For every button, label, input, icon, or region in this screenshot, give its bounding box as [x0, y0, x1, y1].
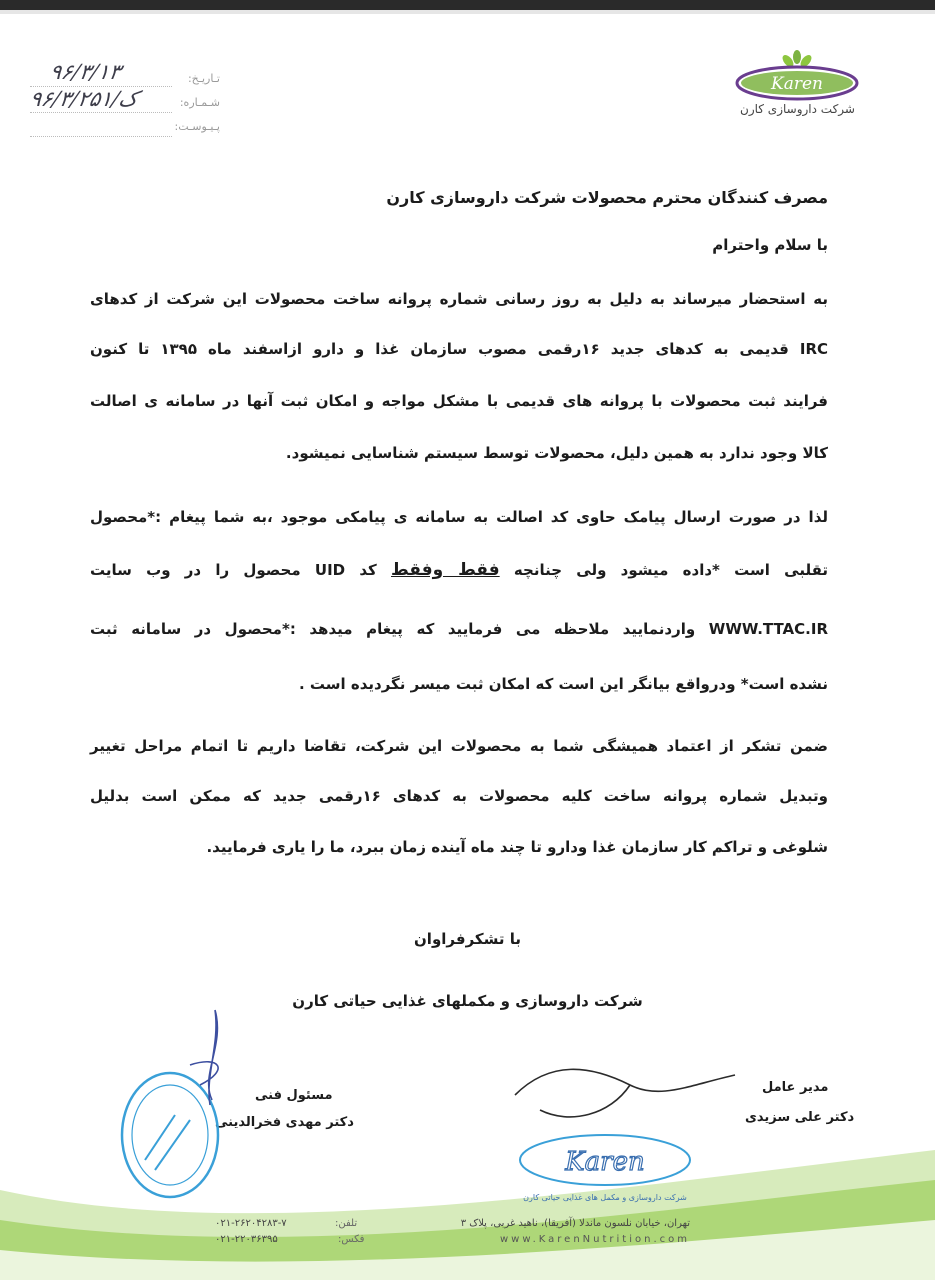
paragraph-1-line-2: IRC قدیمی به کدهای جدید ۱۶رقمی مصوب سازمان غذا و دارو ازاسفند ماه ۱۳۹۵ تا کنون	[90, 340, 828, 358]
ceo-title: مدیر عامل	[762, 1080, 829, 1095]
signoff-line: شرکت داروسازی و مکملهای غذایی حیاتی کارن	[292, 992, 643, 1010]
footer-emblem	[505, 1110, 705, 1210]
date-value: ۹۶/۳/۱۳	[47, 60, 123, 84]
scan-top-shadow	[0, 10, 935, 14]
paragraph-2-line-1: لذا در صورت ارسال پیامک حاوی کد اصالت به سامانه ی پیامکی موجود ،به شما پیغام :*محصول	[90, 508, 828, 526]
fax-label: فکس:	[338, 1234, 365, 1245]
paragraph-2-line-4: نشده است* ودرواقع بیانگر این است که امکان ثبت میسر نگردیده است .	[298, 675, 828, 693]
paragraph-3-line-3: شلوغی و تراکم کار سازمان غذا ودارو تا چند ماه آینده زمان ببرد، ما را یاری فرمایید.	[206, 838, 828, 856]
recipient-line: مصرف کنندگان محترم محصولات شرکت داروسازی کارن	[386, 188, 828, 207]
paragraph-1-line-4: کالا وجود ندارد به همین دلیل، محصولات توسط سیستم شناسایی نمیشود.	[285, 444, 828, 462]
paragraph-1-line-1: به استحضار میرساند به دلیل به روز رسانی شماره پروانه ساخت محصولات این شرکت از کدهای	[90, 290, 828, 308]
logo-wordmark: Karen	[771, 74, 823, 94]
paragraph-3-line-2: وتبدیل شماره پروانه ساخت کلیه محصولات به کدهای ۱۶رقمی جدید که ممکن است بدلیل	[90, 787, 828, 805]
paragraph-1-line-3: فرایند ثبت محصولات با پروانه های قدیمی با مشکل مواجه و امکان ثبت آنها در سامانه ی اصالت	[90, 392, 828, 410]
paragraph-2-line-2-end: کد UID محصول را در وب سایت	[90, 561, 377, 579]
scan-top-edge	[0, 0, 935, 10]
date-label: تـاریـخ:	[187, 72, 220, 85]
ceo-name: دکتر علی سزیدی	[745, 1110, 855, 1125]
paragraph-2-line-2	[90, 560, 828, 580]
letter-meta	[27, 60, 220, 145]
paragraph-2-line-2-start: تقلبی است *داده میشود ولی چنانچه	[513, 561, 828, 579]
greeting-line: با سلام واحترام	[712, 236, 828, 254]
attachment-label: پـیـوسـت:	[174, 120, 220, 133]
footer-emblem-wordmark: Karen	[565, 1147, 645, 1177]
emphasis-only-only: فقط وفقط	[391, 560, 500, 580]
footer-emblem-text: شرکت داروسازی و مکمل های غذایی حیاتی کارن	[523, 1193, 687, 1202]
phone-label: تلفن:	[335, 1218, 358, 1229]
phone-number: ۰۲۱-۲۶۲۰۴۲۸۳-۷	[215, 1218, 287, 1229]
number-value: ۹۶/۳/۲۵۱/ک	[27, 87, 140, 111]
number-label: شـمـاره:	[179, 96, 220, 109]
technical-manager-signature	[170, 1005, 260, 1115]
footer-address: تهران، خیابان نلسون ماندلا (آفریقا)، ناهید غربی، پلاک ۳	[460, 1218, 690, 1229]
logo-company-name: شرکت داروسازی کارن	[740, 102, 855, 116]
technical-manager-title: مسئول فنی	[255, 1088, 333, 1103]
footer-website: www.KarenNutrition.com	[499, 1234, 690, 1245]
paragraph-3-line-1: ضمن تشکر از اعتماد همیشگی شما به محصولات این شرکت، تقاضا داریم تا اتمام مراحل تغییر	[90, 737, 828, 755]
closing-line: با تشکرفراوان	[414, 930, 521, 948]
technical-manager-name: دکتر مهدی فخرالدینی	[215, 1115, 354, 1130]
paragraph-2-line-3: WWW.TTAC.IR واردنمایید ملاحظه می فرمایید که پیغام میدهد :*محصول در سامانه ثبت	[90, 620, 828, 638]
fax-number: ۰۲۱-۲۲۰۳۶۳۹۵	[215, 1234, 278, 1245]
